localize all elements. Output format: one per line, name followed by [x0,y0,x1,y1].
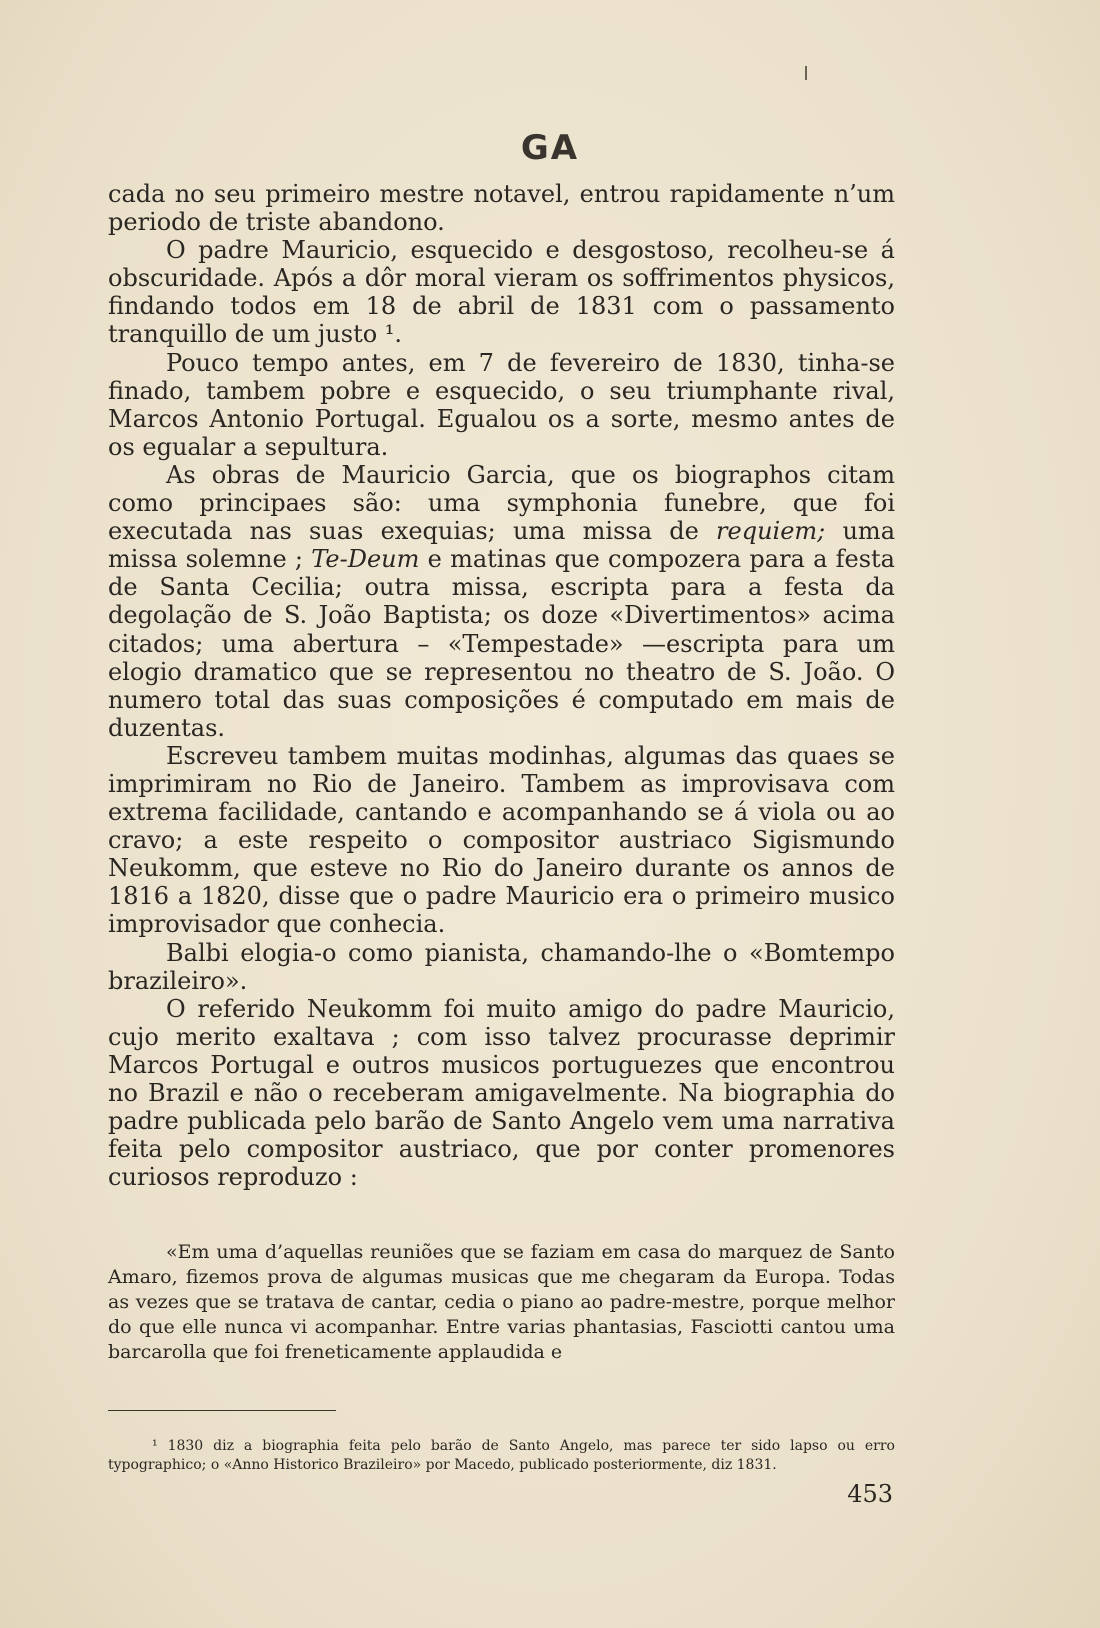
paragraph-neukomm: O referido Neukomm foi muito amigo do padre Mauricio, cujo merito exaltava ; com isso talvez procurasse deprimir Marcos Portugal e outros musicos portuguezes que encontrou no Brazil e não o receberam amigavelmente. Na biographia do padre publicada pelo barão de Santo Angelo vem uma narrativa feita pelo compositor austriaco, que por conter promenores curiosos reproduzo : [108,994,895,1192]
paragraph-marcos-portugal: Pouco tempo antes, em 7 de fevereiro de 1830, tinha-se finado, tambem pobre e esquecido, o seu triumphante rival, Marcos Antonio Portugal. Egualou os a sorte, mesmo antes de os egualar a sepultura. [108,348,895,461]
paragraph-modinhas: Escreveu tambem muitas modinhas, algumas das quaes se imprimiram no Rio de Janeiro. Tambem as improvisava com extrema facilidade, cantando e acompanhando se á viola ou ao cravo; a este respeito o compositor austriaco Sigismundo Neukomm, que esteve no Rio do Janeiro durante os annos de 1816 a 1820, disse que o padre Mauricio era o primeiro musico improvisador que conhecia. [108,741,895,939]
works-italic-requiem: requiem; [716,517,826,546]
footnote-rule [108,1410,336,1411]
printer-mark [805,66,807,80]
running-head: GA [520,128,580,168]
paragraph-works [108,461,895,742]
block-quote: «Em uma d’aquellas reuniões que se faziam em casa do marquez de Santo Amaro, fizemos prova de algumas musicas que me chegaram da Europa. Todas as vezes que se tratava de cantar, cedia o piano ao padre-mestre, porque melhor do que elle nunca vi acompanhar. Entre varias phantasias, Fasciotti cantou uma barcarolla que foi freneticamente applaudida e [108,1241,895,1363]
paragraph-padre-mauricio: O padre Mauricio, esquecido e desgostoso, recolheu-se á obscuridade. Após a dôr moral vieram os soffrimentos physicos, findando todos em 18 de abril de 1831 com o passamento tranquillo de um justo ¹. [108,236,895,349]
page-number: 453 [847,1480,893,1508]
works-text-2: uma missa solemne ; [108,517,895,574]
works-text-3: e matinas que compozera para a festa de Santa Cecilia; outra missa, escripta para a festa da degolação de S. João Baptista; os doze «Divertimentos» acima citados; uma abertura – «Tempestade» —escripta para um elogio dramatico que se representou no theatro de S. João. O numero total das suas composições é computado em mais de duzentas. [108,545,895,742]
main-text [108,180,895,1191]
paragraph-continuation: cada no seu primeiro mestre notavel, entrou rapidamente n’um periodo de triste abandono. [108,180,895,237]
footnote: ¹ 1830 diz a biographia feita pelo barão de Santo Angelo, mas parece ter sido lapso ou erro typographico; o «Anno Historico Brazileiro» por Macedo, publicado posteriormente, diz 1831. [108,1438,895,1473]
paragraph-balbi: Balbi elogia-o como pianista, chamando-lhe o «Bomtempo brazileiro». [108,938,895,995]
works-italic-te-deum: Te-Deum [311,545,420,574]
works-text-1: As obras de Mauricio Garcia, que os biographos citam como principaes são: uma symphonia funebre, que foi executada nas suas exequias; uma missa de [108,460,895,546]
